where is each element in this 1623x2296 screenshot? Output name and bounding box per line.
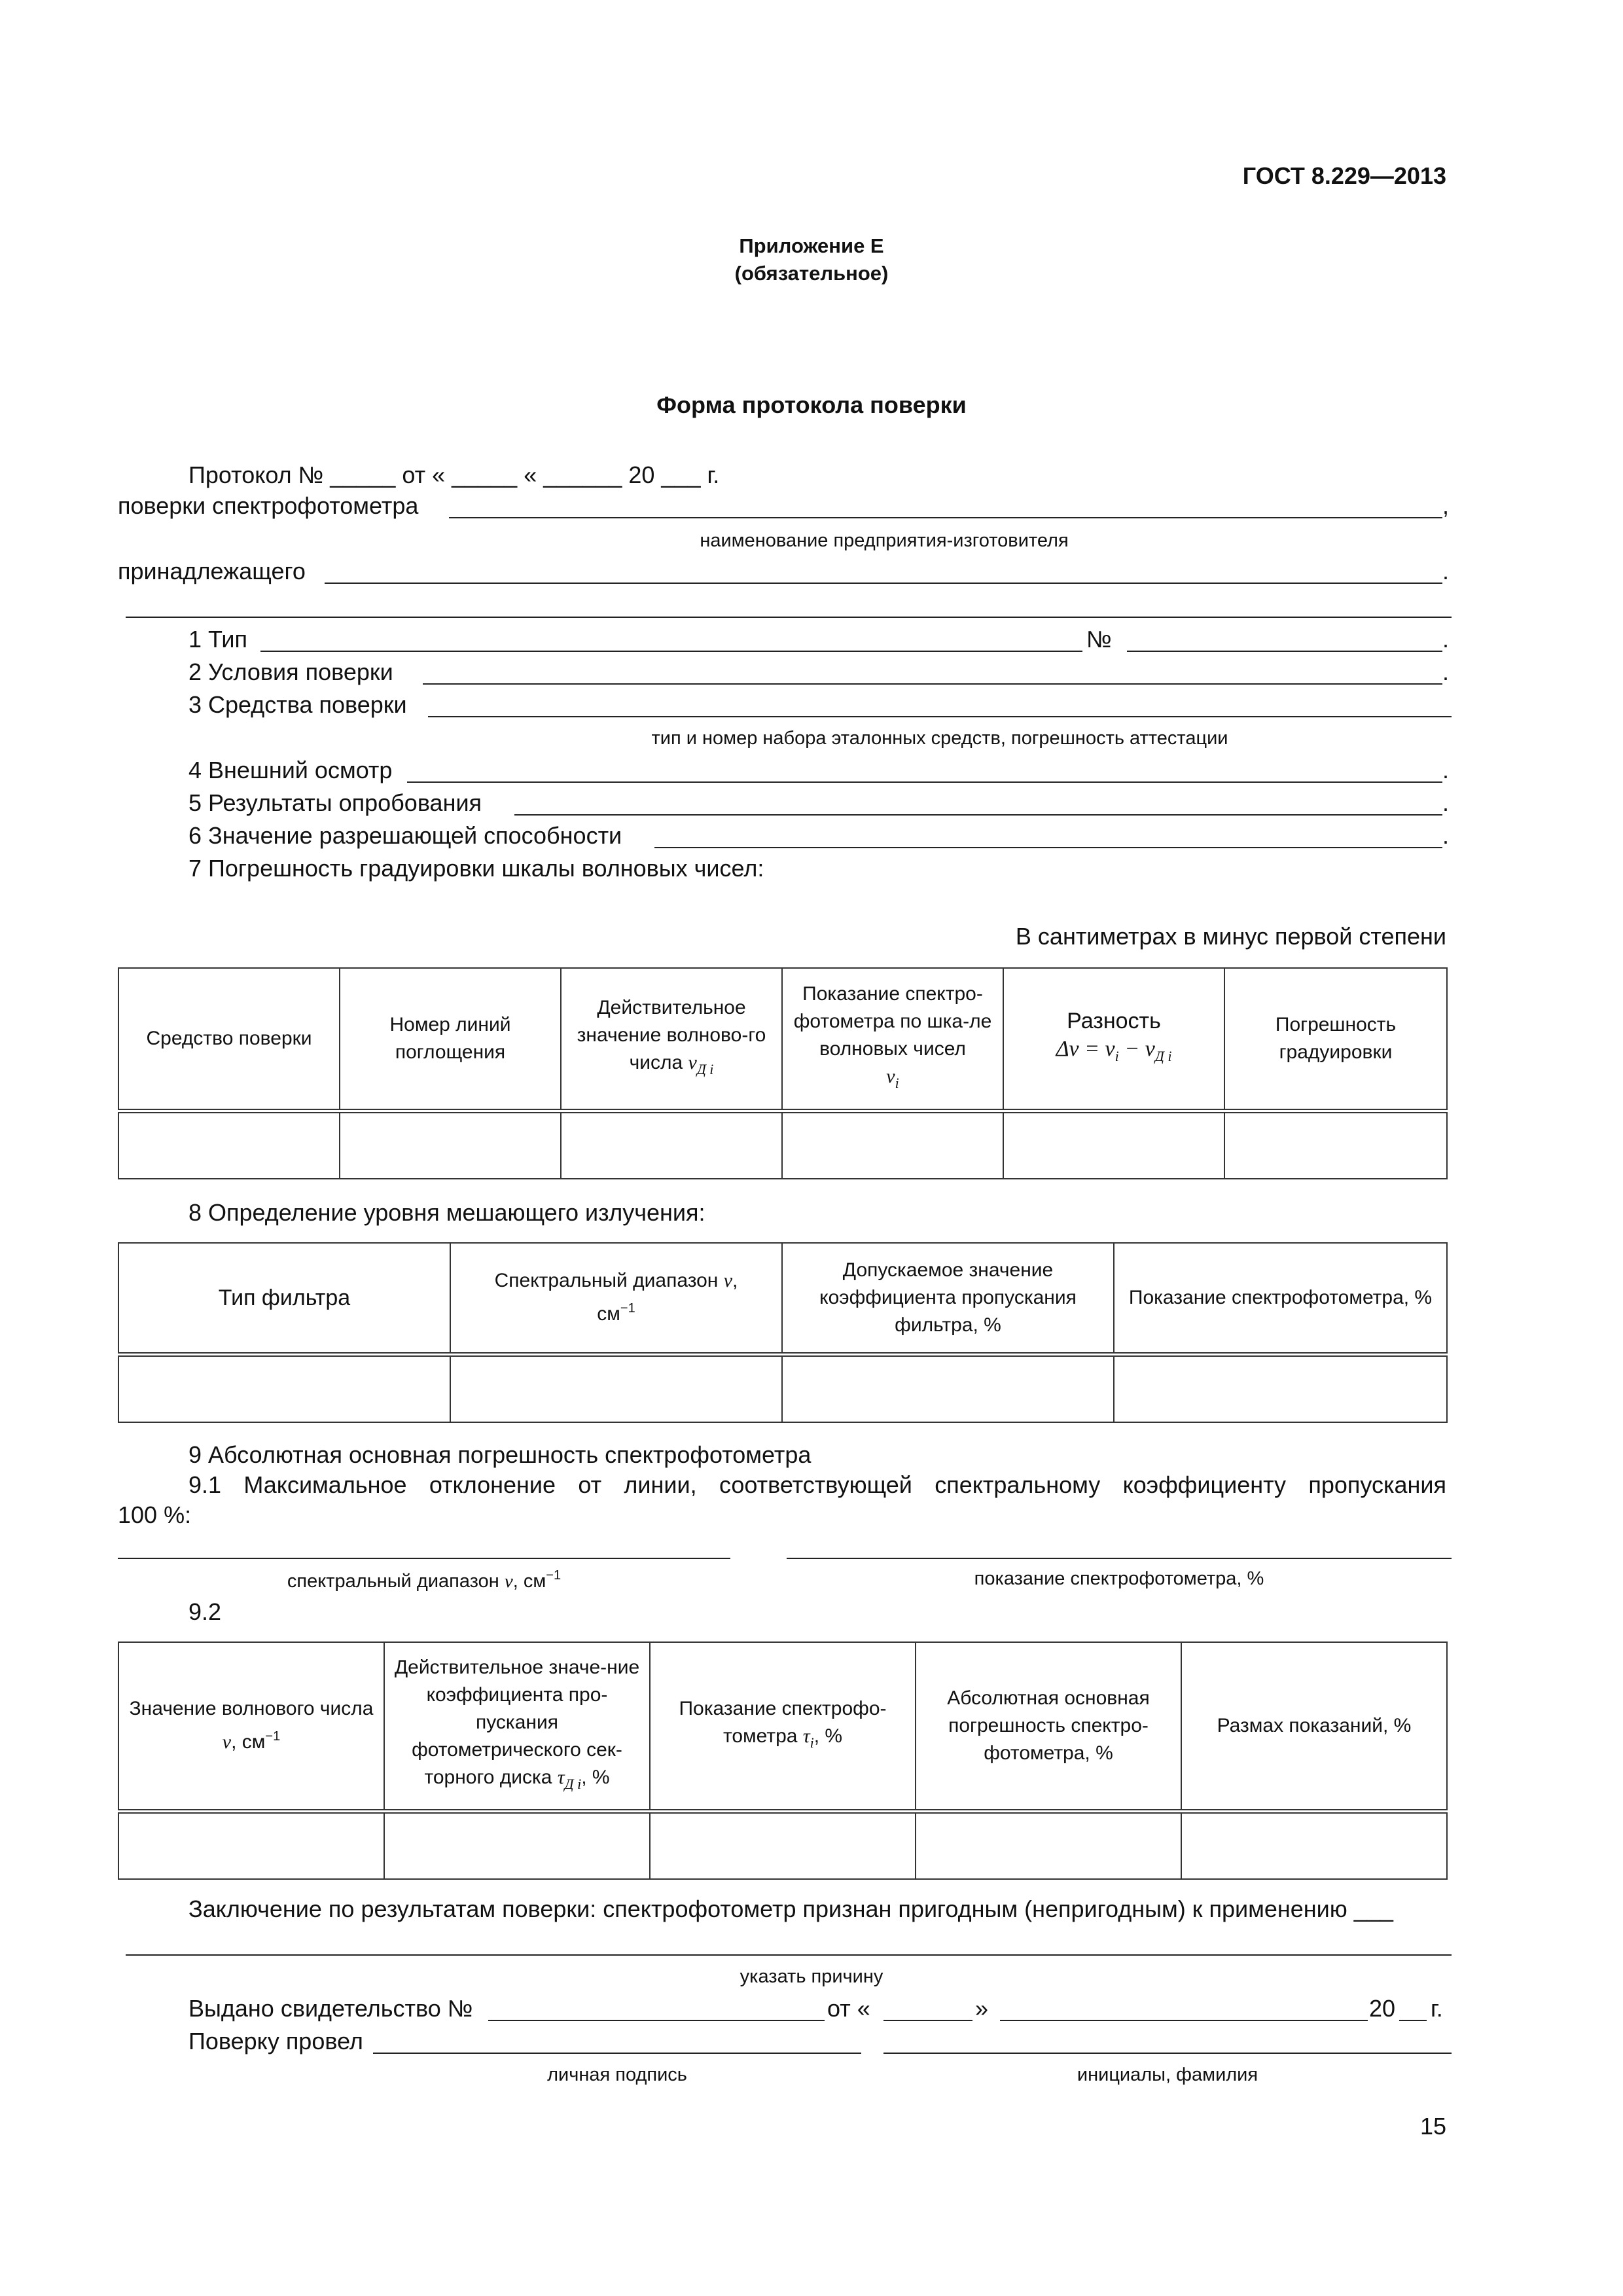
col-difference bbox=[1003, 968, 1224, 1111]
col-allowed-transmittance: Допускаемое значение коэффициента пропускания фильтра, % bbox=[782, 1243, 1114, 1354]
means-hint: тип и номер набора эталонных средств, погрешность аттестации bbox=[651, 728, 1228, 749]
item-7-calibration: 7 Погрешность градуировки шкалы волновых чисел: bbox=[188, 855, 764, 882]
spectral-range-hint-label: спектральный диапазон bbox=[287, 1571, 499, 1592]
means-blank bbox=[428, 716, 1452, 717]
comma: , bbox=[1442, 492, 1450, 519]
table-cell[interactable] bbox=[1181, 1811, 1447, 1879]
item-5-testing: 5 Результаты опробования bbox=[188, 789, 482, 816]
col-reading-range: Размах показаний, % bbox=[1181, 1642, 1447, 1811]
item-2-conditions: 2 Условия поверки bbox=[188, 658, 393, 685]
period: . bbox=[1442, 789, 1450, 816]
manufacturer-hint: наименование предприятия-изготовителя bbox=[700, 530, 1069, 551]
table-cell[interactable] bbox=[450, 1354, 782, 1422]
certificate-label: Выдано свидетельство № bbox=[188, 1995, 473, 2022]
table-cell[interactable] bbox=[650, 1811, 916, 1879]
tau-d-i-symbol: $\tau_{Д i}$ bbox=[557, 1766, 582, 1792]
spectral-range-blank bbox=[118, 1558, 730, 1559]
table-cell[interactable] bbox=[1224, 1111, 1447, 1179]
standard-number: ГОСТ 8.229—2013 bbox=[1242, 162, 1446, 189]
serial-number-blank bbox=[1127, 651, 1442, 652]
certificate-year-prefix: 20 bbox=[1369, 1995, 1396, 2022]
testing-blank bbox=[514, 814, 1442, 816]
period: . bbox=[1442, 558, 1450, 584]
table-cell[interactable] bbox=[561, 1111, 782, 1179]
table-cell[interactable] bbox=[118, 1811, 384, 1879]
appendix-title: Приложение Е bbox=[739, 234, 884, 257]
page-number: 15 bbox=[1419, 2113, 1446, 2140]
period: . bbox=[1442, 757, 1450, 783]
col-filter-type: Тип фильтра bbox=[118, 1243, 450, 1354]
conditions-blank bbox=[423, 683, 1442, 685]
col-disk-transmittance-label: Действительное значе-ние коэффициента про-пускания фотометрического сек-торного диска bbox=[394, 1656, 640, 1788]
table-cell[interactable] bbox=[1114, 1354, 1447, 1422]
signature-hint: личная подпись bbox=[547, 2064, 687, 2085]
col-actual-wavenumber-label: Действительное значение волново-го числа bbox=[577, 996, 766, 1073]
nu-i-symbol: $\nu_i$ bbox=[886, 1065, 899, 1091]
form-title: Форма протокола поверки bbox=[656, 391, 967, 418]
col-instrument-reading bbox=[782, 968, 1003, 1111]
table-cell[interactable] bbox=[340, 1111, 561, 1179]
certificate-number-blank bbox=[488, 2020, 825, 2021]
reason-hint: указать причину bbox=[740, 1966, 883, 1987]
col-instrument-reading: Показание спектрофо-тометра $\tau_i$, % bbox=[650, 1642, 916, 1811]
name-blank bbox=[883, 2053, 1452, 2054]
nu-symbol: ν bbox=[723, 1270, 733, 1292]
table-cell[interactable] bbox=[1003, 1111, 1224, 1179]
name-hint: инициалы, фамилия bbox=[1077, 2064, 1258, 2085]
owner-label: принадлежащего bbox=[118, 558, 306, 584]
col-spectral-range-label: Спектральный диапазон bbox=[494, 1270, 719, 1292]
difference-formula: $\Delta\nu = \nu_i - \nu_{Д i}$ bbox=[1056, 1036, 1172, 1064]
col-wavenumber: Значение волнового числа ν, $см^{-1}$ bbox=[118, 1642, 384, 1811]
col-disk-transmittance: Действительное значе-ние коэффициента про-пускания фотометрического сек-торного диска $\tau_{Д i}$, % bbox=[384, 1642, 650, 1811]
col-actual-wavenumber bbox=[561, 968, 782, 1111]
certificate-month-blank bbox=[1000, 2020, 1368, 2021]
item-1-number-sign: № bbox=[1086, 626, 1112, 653]
reading-hint: показание спектрофотометра, % bbox=[974, 1568, 1264, 1589]
col-instrument-reading-label: Показание спектро-фотометра по шка-ле волновых чисел bbox=[793, 982, 992, 1060]
resolution-blank bbox=[654, 847, 1442, 848]
col-difference-label: Разность bbox=[1067, 1008, 1161, 1033]
col-instrument-reading-label: Показание спектрофо-тометра bbox=[679, 1697, 887, 1747]
inspection-blank bbox=[407, 781, 1442, 783]
conclusion-text: Заключение по результатам поверки: спектрофотометр признан пригодным (непригодным) к применению ___ bbox=[188, 1895, 1393, 1922]
col-wavenumber-label: Значение волнового числа bbox=[129, 1698, 374, 1720]
table-cell[interactable] bbox=[916, 1811, 1181, 1879]
table-cell[interactable] bbox=[118, 1354, 450, 1422]
item-9-2: 9.2 bbox=[188, 1598, 222, 1625]
owner-blank bbox=[325, 583, 1442, 584]
table-cell[interactable] bbox=[118, 1111, 340, 1179]
col-spectral-range: Спектральный диапазон ν, $см^{-1}$ bbox=[450, 1243, 782, 1354]
calibration-table bbox=[118, 967, 1448, 1179]
manufacturer-blank bbox=[449, 517, 1442, 518]
item-3-means: 3 Средства поверки bbox=[188, 691, 407, 718]
item-9-1-continuation: 100 %: bbox=[118, 1501, 192, 1528]
nu-symbol: ν bbox=[222, 1731, 232, 1753]
certificate-from: от « bbox=[827, 1995, 870, 2022]
item-8-stray-light: 8 Определение уровня мешающего излучения: bbox=[188, 1199, 705, 1226]
tau-i-symbol: $\tau_i$ bbox=[802, 1725, 814, 1751]
protocol-number-line: Протокол № _____ от « _____ « ______ 20 ___ г. bbox=[188, 461, 720, 488]
period: . bbox=[1442, 822, 1450, 849]
stray-light-table bbox=[118, 1242, 1448, 1423]
col-line-number: Номер линий поглощения bbox=[340, 968, 561, 1111]
table-cell[interactable] bbox=[782, 1111, 1003, 1179]
units-note: В сантиметрах в минус первой степени bbox=[1015, 923, 1446, 950]
certificate-quote: » bbox=[975, 1995, 989, 2022]
reading-blank bbox=[787, 1558, 1452, 1559]
item-9-1-max-deviation: 9.1 Максимальное отклонение от линии, соответствующей спектральному коэффициенту пропускания bbox=[188, 1471, 1446, 1498]
reason-blank bbox=[126, 1954, 1452, 1956]
item-1-type: 1 Тип bbox=[188, 626, 248, 653]
nu-d-i-symbol: $\nu_{Д i}$ bbox=[688, 1051, 714, 1077]
certificate-g: г. bbox=[1431, 1995, 1443, 2022]
signature-blank bbox=[373, 2053, 861, 2054]
transmittance-table bbox=[118, 1641, 1448, 1880]
item-4-inspection: 4 Внешний осмотр bbox=[188, 757, 393, 783]
certificate-day-blank bbox=[883, 2020, 972, 2021]
separator-line bbox=[126, 617, 1452, 618]
nu-symbol: ν bbox=[504, 1571, 513, 1592]
col-verification-means: Средство поверки bbox=[118, 968, 340, 1111]
verification-label: поверки спектрофотометра bbox=[118, 492, 419, 519]
appendix-status: (обязательное) bbox=[734, 262, 889, 285]
spectral-range-hint: спектральный диапазон ν, $см^{-1}$ bbox=[287, 1568, 562, 1592]
item-9-absolute-error: 9 Абсолютная основная погрешность спектрофотометра bbox=[188, 1441, 812, 1468]
type-blank bbox=[260, 651, 1082, 652]
period: . bbox=[1442, 626, 1450, 653]
col-absolute-error: Абсолютная основная погрешность спектро-фотометра, % bbox=[916, 1642, 1181, 1811]
col-calibration-error: Погрешность градуировки bbox=[1224, 968, 1447, 1111]
certificate-year-blank bbox=[1399, 2020, 1427, 2021]
table-cell[interactable] bbox=[384, 1811, 650, 1879]
period: . bbox=[1442, 658, 1450, 685]
table-cell[interactable] bbox=[782, 1354, 1114, 1422]
col-instrument-reading: Показание спектрофотометра, % bbox=[1114, 1243, 1447, 1354]
item-6-resolution: 6 Значение разрешающей способности bbox=[188, 822, 622, 849]
performed-by-label: Поверку провел bbox=[188, 2028, 363, 2054]
